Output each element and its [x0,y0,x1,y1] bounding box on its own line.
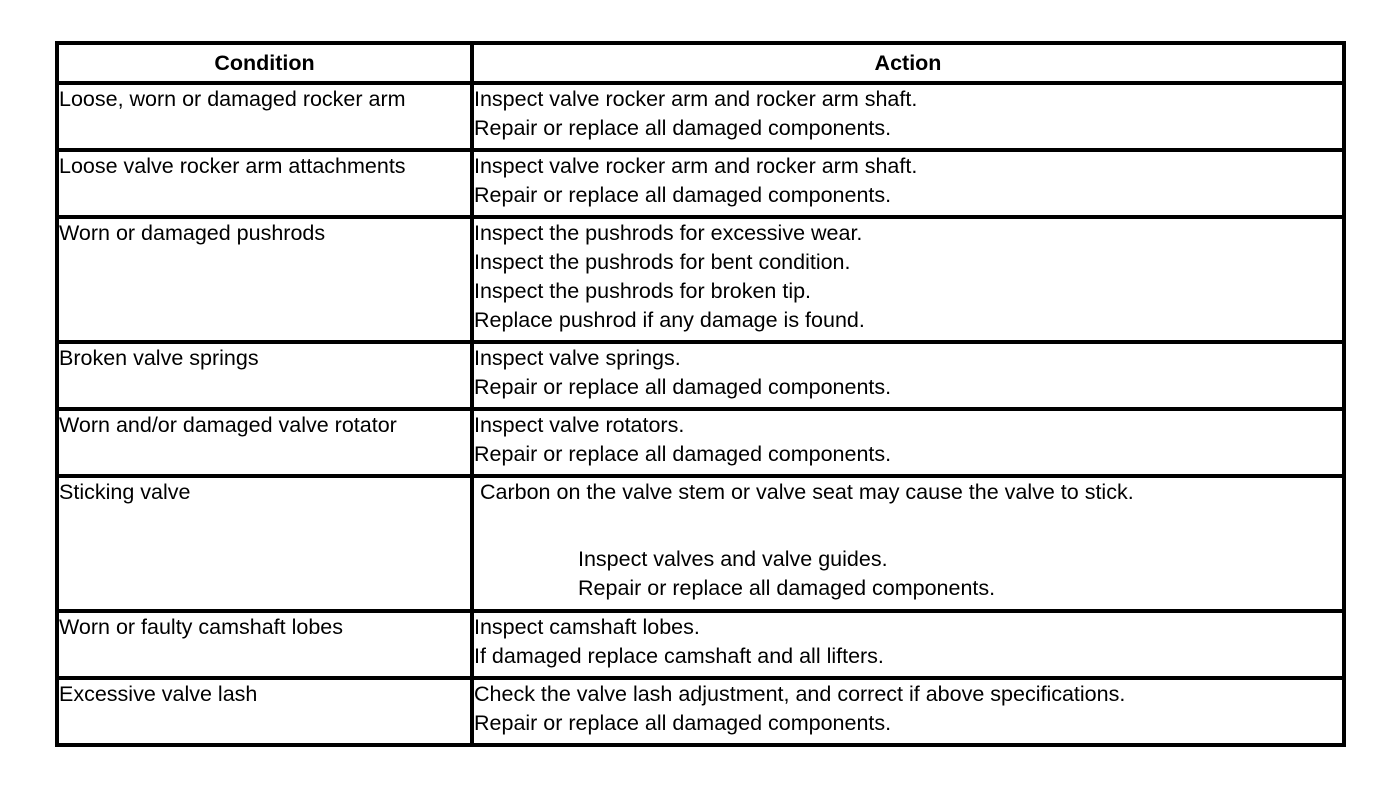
action-note: Carbon on the valve stem or valve seat may cause the valve to stick. [480,480,1134,504]
condition-cell: Worn or faulty camshaft lobes [57,611,472,678]
action-line: Inspect the pushrods for excessive wear. [474,221,863,245]
action-line: Check the valve lash adjustment, and correct if above specifications. [474,682,1126,706]
action-line: Replace pushrod if any damage is found. [474,308,865,332]
action-cell [472,217,1344,342]
table-row [57,476,1344,611]
action-line: Inspect the pushrods for bent condition. [474,250,851,274]
action-line: Inspect valve rocker arm and rocker arm shaft. [474,87,918,111]
action-cell [472,342,1344,409]
action-line: Repair or replace all damaged components. [474,183,892,207]
action-line: Inspect valve rocker arm and rocker arm shaft. [474,154,918,178]
table-row [57,611,1344,678]
action-line: Repair or replace all damaged components. [474,711,892,735]
action-cell [472,611,1344,678]
condition-cell: Excessive valve lash [57,678,472,745]
action-column-header: Action [472,43,1344,83]
troubleshooting-table-container [55,41,1342,747]
action-cell [472,409,1344,476]
table-row [57,217,1344,342]
action-line: Inspect valve springs. [474,346,681,370]
action-line: Repair or replace all damaged components. [578,576,996,600]
table-row [57,150,1344,217]
condition-cell: Worn or damaged pushrods [57,217,472,342]
action-line: Repair or replace all damaged components. [474,116,892,140]
condition-cell: Loose valve rocker arm attachments [57,150,472,217]
condition-cell: Loose, worn or damaged rocker arm [57,83,472,150]
table-row [57,409,1344,476]
action-line: Repair or replace all damaged components. [474,442,892,466]
table-row [57,83,1344,150]
action-line: Inspect camshaft lobes. [474,615,700,639]
action-cell [472,678,1344,745]
action-line: Inspect valve rotators. [474,413,685,437]
condition-cell: Sticking valve [57,476,472,611]
condition-cell: Broken valve springs [57,342,472,409]
table-row [57,678,1344,745]
table-header-row [57,43,1344,83]
action-cell [472,150,1344,217]
action-line: Inspect valves and valve guides. [578,547,888,571]
condition-column-header: Condition [57,43,472,83]
action-line: If damaged replace camshaft and all lifters. [474,644,884,668]
table-row [57,342,1344,409]
action-line: Inspect the pushrods for broken tip. [474,279,812,303]
action-line: Repair or replace all damaged components. [474,375,892,399]
condition-cell: Worn and/or damaged valve rotator [57,409,472,476]
action-cell [472,83,1344,150]
action-cell [472,476,1344,611]
troubleshooting-table [55,41,1346,747]
action-spacer [480,507,1342,545]
